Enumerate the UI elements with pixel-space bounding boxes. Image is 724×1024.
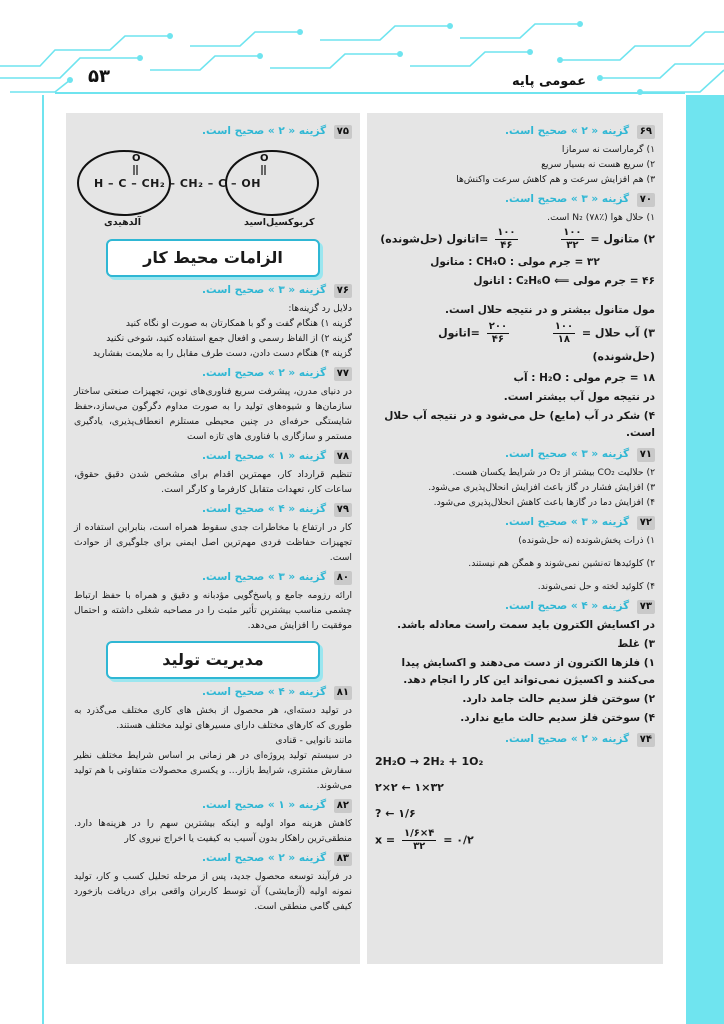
answer-line: ۲) سوختن فلز سدیم حالت جامد دارد. xyxy=(462,693,655,705)
fraction: $\frac{۲۰۰}{۴۶}$ xyxy=(488,321,508,345)
answer-text: ارائه رزومه جامع و پاسخ‌گویی مؤدبانه و دقیق و همراه با حفظ ارتباط چشمی مناسب بیشترین تأثیر مثبت را در مصاحبه شغلی داشته و احتمال موفقیت را افزایش می‌دهد. xyxy=(74,590,352,631)
chemical-structure xyxy=(74,143,352,231)
answer-heading-75 xyxy=(74,124,352,139)
svg-text:O: O xyxy=(260,153,269,164)
question-number: ۸۲ xyxy=(334,799,352,813)
answer-line: در نتیجه مول آب بیشتر است. xyxy=(503,391,655,403)
fraction: $\frac{۱۰۰}{۳۲}$ xyxy=(563,227,582,251)
answer-title: گزینه « ۲ » صحیح است. xyxy=(505,733,630,745)
answer-heading-70 xyxy=(375,192,655,207)
question-number: ۷۲ xyxy=(637,516,655,530)
question-number: ۷۸ xyxy=(334,450,352,464)
answer-line: ۱) فلزها الکترون از دست می‌دهند و اکسایش پیدا می‌کنند و اکسیژن نمی‌تواند این کار را انجام دهد. xyxy=(401,657,655,686)
structural-formula: H – C – CH₂ – CH₂ – C – OH xyxy=(94,177,261,190)
answer-heading-73 xyxy=(375,599,655,614)
fraction: $\frac{۱۰۰}{۱۸}$ xyxy=(554,321,574,345)
header-title: عمومی پایه xyxy=(512,74,587,89)
answer-title: گزینه « ۳ » صحیح است. xyxy=(505,448,630,460)
answer-heading-69 xyxy=(375,124,655,139)
question-number: ۸۳ xyxy=(334,852,352,866)
question-number: ۷۰ xyxy=(637,193,655,207)
equation-methanol xyxy=(375,227,655,252)
question-number: ۸۱ xyxy=(334,686,352,700)
answer-text: کار در ارتفاع با مخاطرات جدی سقوط همراه است، بنابراین استفاده از تجهیزات حفاظت فردی مهم‌ترین اصل ایمنی برای جلوگیری از حوادث است. xyxy=(74,522,352,563)
answer-heading-71 xyxy=(375,447,655,462)
question-number: ۷۱ xyxy=(637,448,655,462)
answer-line: ۳) غلط xyxy=(617,638,655,650)
equation-line: ۱۸ = جرم مولی : H₂O : آب xyxy=(513,372,655,384)
eq-label: =اتانول (حل‌شونده) xyxy=(380,232,489,246)
question-number: ۷۳ xyxy=(637,600,655,614)
answer-line: ۱) گرماراست نه سرمازا xyxy=(561,144,655,155)
answer-line: ۳) هم افزایش سرعت و هم کاهش سرعت واکنش‌ها xyxy=(456,174,655,185)
answer-text: تنظیم قرارداد کار، مهمترین اقدام برای مشخص شدن دقیق حقوق، ساعات کار، تعهدات متقابل کارفرما و کارگر است. xyxy=(74,469,352,495)
answer-line: مول متانول بیشتر و در نتیجه حلال است. xyxy=(445,304,655,316)
answer-text: در دنیای مدرن، پیشرفت سریع فناوری‌های نوین، تجهیزات صنعتی ساختار سازمان‌ها و شیوه‌های تولید را به صورت مداوم دگرگون می‌سازد،حفظ شایستگی حرفه‌ای در چنین محیطی مستلزم انعطاف‌پذیری، یادگیری مستمر و سازگاری با فناوری های تازه است xyxy=(74,386,352,442)
question-number: ۷۵ xyxy=(334,125,352,139)
answer-title: گزینه « ۳ » صحیح است. xyxy=(505,193,630,205)
left-column xyxy=(66,113,360,964)
answer-title: گزینه « ۴ » صحیح است. xyxy=(202,503,327,515)
eq-label: ۳) آب حلال = xyxy=(581,326,655,340)
question-number: ۷۷ xyxy=(334,367,352,381)
fraction: $\frac{۱/۶\times ۴}{۳۲}$ xyxy=(404,828,435,852)
left-margin-line xyxy=(42,95,44,1024)
answer-line: ۴) افزایش دما در گازها باعث کاهش انحلال‌پذیری می‌شود. xyxy=(433,497,655,508)
circuit-decoration xyxy=(0,0,724,120)
eq-label: =اتانول (حل‌شونده) xyxy=(438,326,655,363)
answer-title: گزینه « ۲ » صحیح است. xyxy=(202,367,327,379)
equation-line: ۴۶ = جرم مولی ⟸ C₂H₆O : اتانول xyxy=(473,275,655,287)
answer-title: گزینه « ۱ » صحیح است. xyxy=(202,799,327,811)
question-number: ۷۹ xyxy=(334,503,352,517)
answer-heading-80 xyxy=(74,570,352,585)
right-column xyxy=(367,113,663,964)
answer-line: در تولید دسته‌ای، هر محصول از بخش های کاری مختلف می‌گذرد به طوری که کارهای مختلف دارای مسیرهای تولید مختلف هستند. xyxy=(74,705,352,731)
answer-line: گزینه ۱) هنگام گفت و گو با همکارتان به صورت او نگاه کنید xyxy=(125,318,352,329)
answer-title: گزینه « ۲ » صحیح است. xyxy=(202,125,327,137)
answer-heading-78 xyxy=(74,449,352,464)
equation-water xyxy=(375,321,655,368)
question-number: ۷۶ xyxy=(334,284,352,298)
answer-heading-72 xyxy=(375,515,655,530)
question-number: ۶۹ xyxy=(637,125,655,139)
answer-heading-76 xyxy=(74,283,352,298)
answer-line: ۴) سوختن فلز سدیم حالت مایع ندارد. xyxy=(460,712,655,724)
answer-title: گزینه « ۱ » صحیح است. xyxy=(202,450,327,462)
answer-line: ۲) سریع هست نه بسیار سریع xyxy=(541,159,655,170)
answer-text: در فرآیند توسعه محصول جدید، پس از مرحله تحلیل کسب و کار، تولید نمونه اولیه (آزمایشی) آن توسط کاربران واقعی برای دریافت بازخورد کیفی گامی منطقی است. xyxy=(74,871,352,912)
ratio-line: ? ← ۱/۶ xyxy=(375,807,416,820)
answer-heading-77 xyxy=(74,366,352,381)
answer-title: گزینه « ۳ » صحیح است. xyxy=(505,516,630,528)
eq-label: ۲) متانول = xyxy=(590,232,655,246)
answer-line: در سیستم تولید پروژه‌ای در هر زمانی بر اساس شرایط مختلف نظیر سفارش مشتری، شرایط بازار… و یکسری محصولات متفاوتی با هم تولید می‌شوند. xyxy=(74,750,352,791)
answer-line: ۴) کلوئید لخته و حل نمی‌شوند. xyxy=(537,581,655,592)
ratio-line: ۲×۲ ← ۱×۳۲ xyxy=(375,781,444,794)
page-number: ۵۳ xyxy=(88,66,110,87)
answer-line: مانند نانوایی - قنادی xyxy=(275,735,352,746)
answer-line: ۲) کلوئیدها ته‌نشین نمی‌شوند و همگن هم نیستند. xyxy=(468,558,655,569)
equation-line: ۳۲ = جرم مولی : CH₄O : متانول xyxy=(430,256,600,268)
section-title-production: مدیریت تولید xyxy=(106,641,320,679)
side-color-bar xyxy=(686,95,724,1024)
answer-title: گزینه « ۴ » صحیح است. xyxy=(202,686,327,698)
answer-heading-74 xyxy=(375,732,655,747)
answer-heading-82 xyxy=(74,798,352,813)
answer-title: گزینه « ۲ » صحیح است. xyxy=(505,125,630,137)
answer-line: گزینه ۲) از الفاظ رسمی و افعال جمع استفاده کنید، شوخی نکنید xyxy=(106,333,352,344)
answer-title: گزینه « ۳ » صحیح است. xyxy=(202,284,327,296)
question-number: ۷۴ xyxy=(637,733,655,747)
svg-text:O: O xyxy=(132,153,141,164)
answer-line: در اکسایش الکترون باید سمت راست معادله باشد. xyxy=(397,619,655,631)
answer-line: ۱) ذرات پخش‌شونده (نه حل‌شونده) xyxy=(518,535,655,546)
answer-text: کاهش هزینه مواد اولیه و اینکه بیشترین سهم را در هزینه‌ها دارد. منطقی‌ترین راهکار بدون آسیب به کیفیت یا اخراج نیروی کار xyxy=(74,818,352,844)
answer-line: ۳) افزایش فشار در گاز باعث افزایش انحلال‌پذیری می‌شود. xyxy=(428,482,655,493)
answer-heading-79 xyxy=(74,502,352,517)
section-title-workplace: الزامات محیط کار xyxy=(106,239,320,277)
answer-line: ۱) حلال هوا N₂ (۷۸٪) است. xyxy=(547,212,655,223)
question-number: ۸۰ xyxy=(334,571,352,585)
answer-heading-83 xyxy=(74,851,352,866)
reaction-equation: 2H₂O → 2H₂ + 1O₂ xyxy=(375,755,484,768)
acid-label: کربوکسیل‌اسید xyxy=(244,217,315,228)
answer-line: گزینه ۴) هنگام دست دادن، دست طرف مقابل را به ملایمت بفشارید xyxy=(92,348,352,359)
answer-heading-81 xyxy=(74,685,352,700)
aldehyde-label: آلدهیدی xyxy=(104,217,141,228)
answer-line: ۴) شکر در آب (مایع) حل می‌شود و در نتیجه آب حلال است. xyxy=(384,410,655,439)
answer-title: گزینه « ۲ » صحیح است. xyxy=(202,852,327,864)
header-rule xyxy=(55,92,685,94)
answer-title: گزینه « ۴ » صحیح است. xyxy=(505,600,630,612)
answer-line: دلایل رد گزینه‌ها: xyxy=(288,303,352,314)
answer-title: گزینه « ۳ » صحیح است. xyxy=(202,571,327,583)
fraction: $\frac{۱۰۰}{۴۶}$ xyxy=(497,227,516,251)
answer-line: ۲) حلالیت CO₂ بیشتر از O₂ در شرایط یکسان هست. xyxy=(452,467,655,478)
result-equation: x = $\frac{۱/۶\times ۴}{۳۲}$ = ۰/۲ xyxy=(375,828,474,852)
